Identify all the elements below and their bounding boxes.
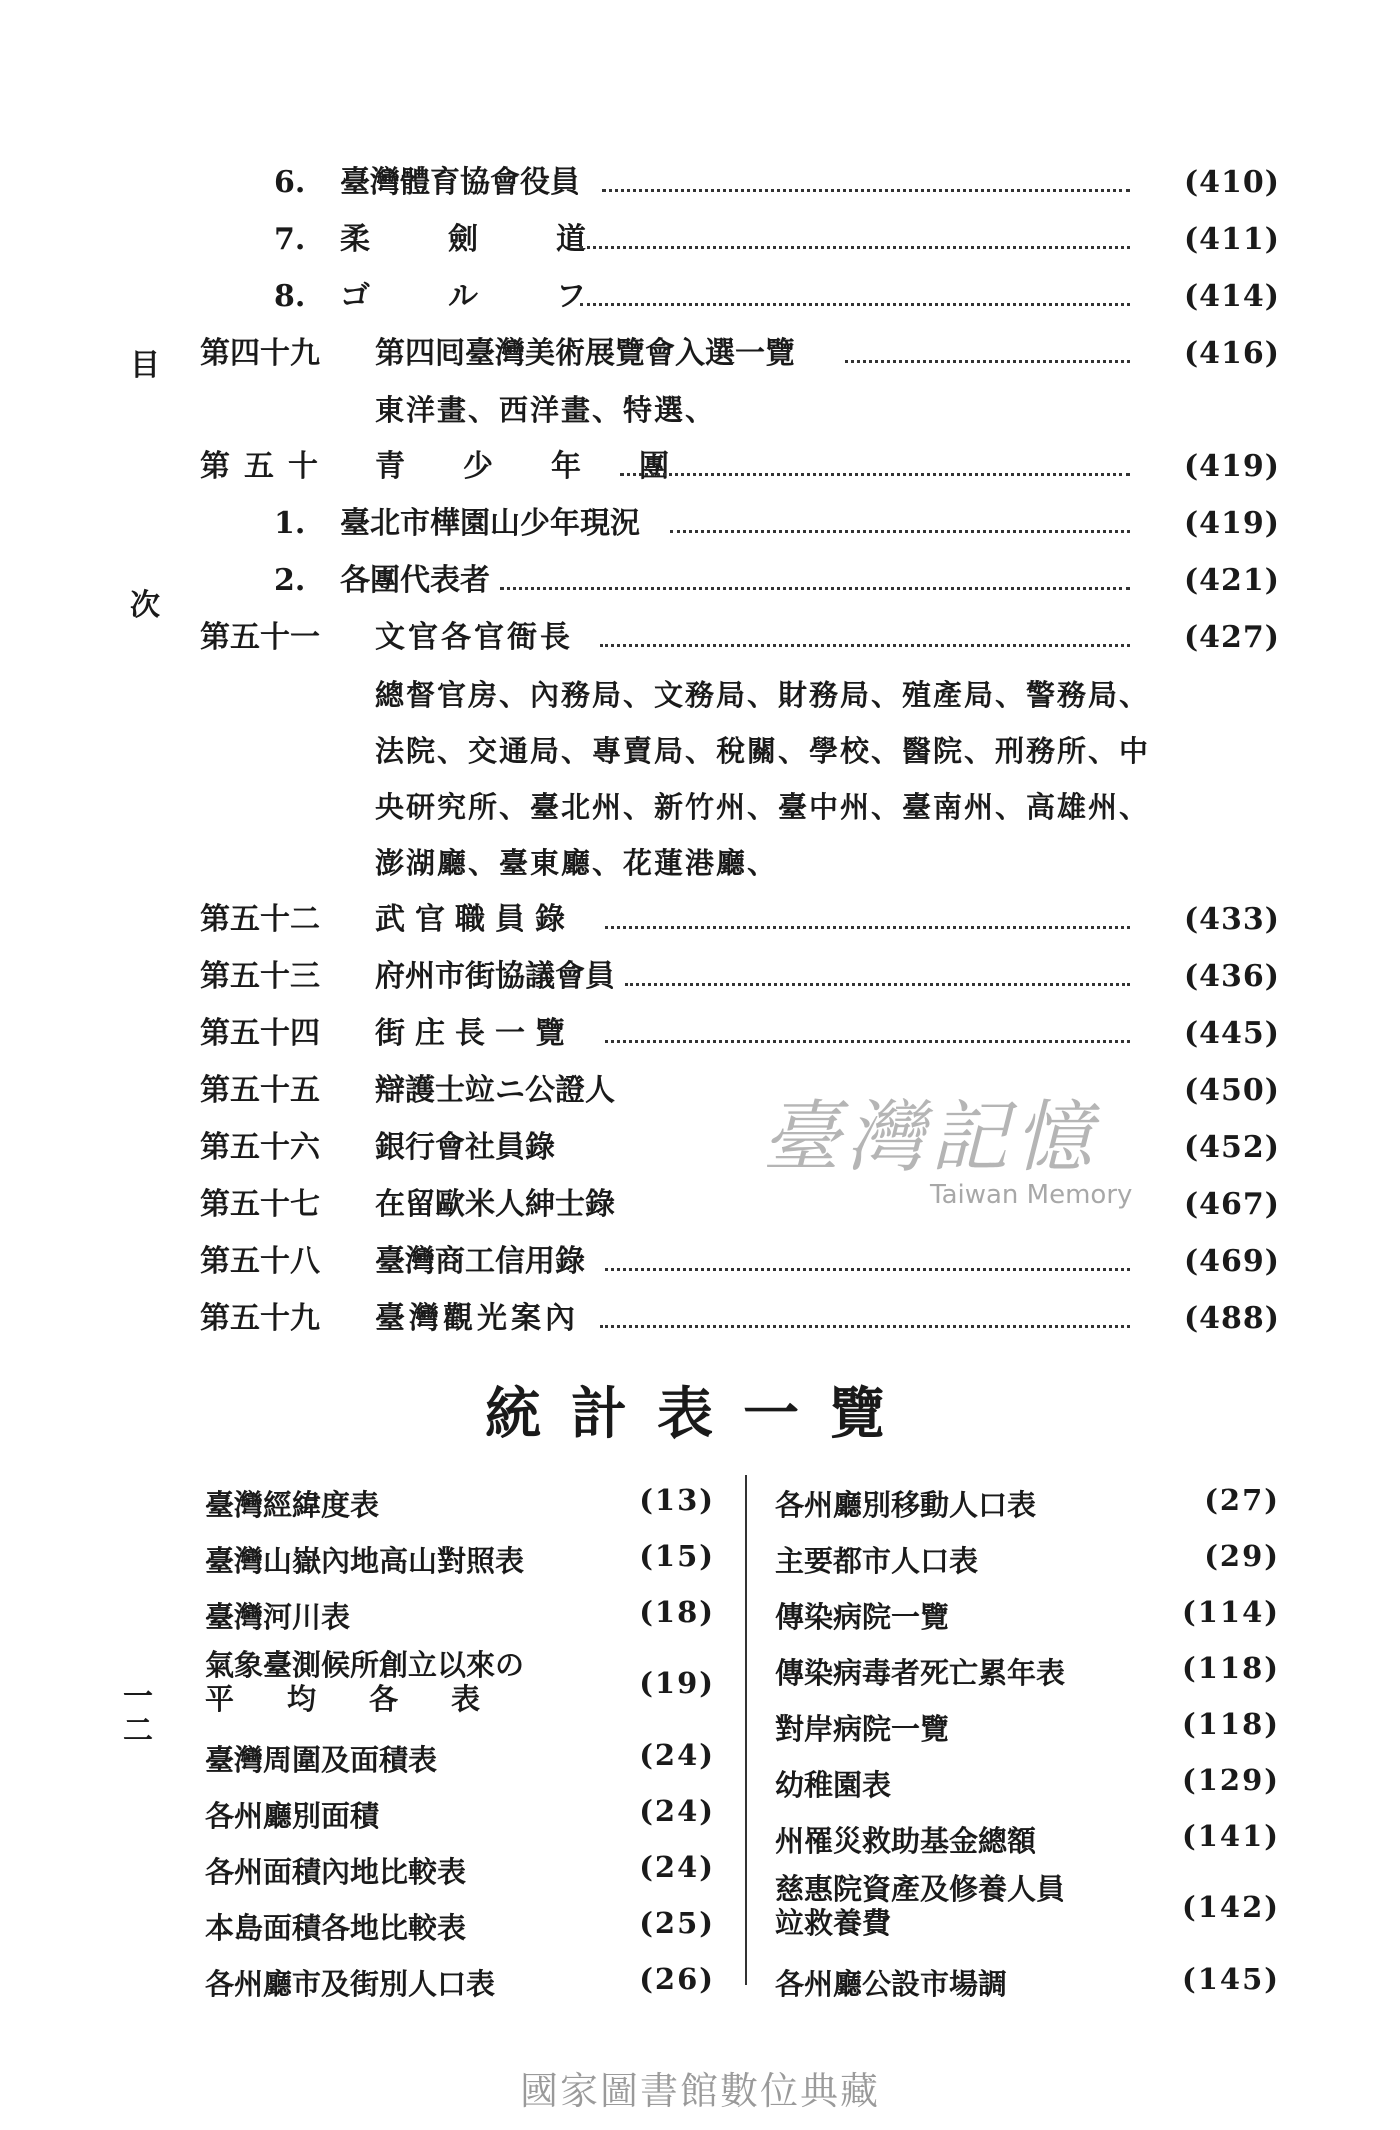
toc-page: (419) [1183, 449, 1280, 484]
stats-page: (25) [639, 1906, 715, 1940]
stats-page: (26) [639, 1962, 715, 1996]
toc-leader [500, 587, 1130, 590]
toc-title: 臺灣觀光案內 [375, 1301, 579, 1336]
toc-sub-officials-2: 法院、交通局、專賣局、稅關、學校、醫院、刑務所、中 [375, 734, 1151, 768]
stats-row [205, 1475, 715, 1531]
toc-page: (410) [1183, 165, 1280, 200]
toc-page: (427) [1183, 620, 1280, 655]
stats-name: 對岸病院一覽 [775, 1712, 950, 1746]
stats-row [775, 1643, 1280, 1699]
toc-row [200, 952, 1280, 1002]
stats-name [775, 1872, 1065, 1940]
stats-name-line-1: 氣象臺測候所創立以來の [205, 1648, 525, 1682]
stats-name: 各州廳別移動人口表 [775, 1488, 1037, 1522]
stats-row [205, 1842, 715, 1898]
toc-page: (469) [1183, 1244, 1280, 1279]
stats-row [775, 1872, 1280, 1944]
toc-title: 臺灣體育協會役員 [340, 165, 580, 200]
toc-title: 銀行會社員錄 [375, 1130, 555, 1165]
toc-sub-officials-3: 央研究所、臺北州、新竹州、臺中州、臺南州、高雄州、 [375, 790, 1151, 824]
toc-row [200, 272, 1280, 322]
stats-page: (27) [1204, 1483, 1280, 1517]
toc-sub-officials-1: 總督官房、內務局、文務局、財務局、殖產局、警務局、 [375, 678, 1151, 712]
toc-sub-officials-4: 澎湖廳、臺東廳、花蓮港廳、 [375, 846, 779, 880]
stats-heading: 統計表一覽 [485, 1381, 915, 1447]
toc-page: (433) [1183, 902, 1280, 937]
stats-row [775, 1954, 1280, 2010]
stats-name: 各州廳別面積 [205, 1799, 380, 1833]
toc-page: (445) [1183, 1016, 1280, 1051]
toc-number: 第五十四 [200, 1016, 320, 1051]
toc-leader [605, 1268, 1130, 1271]
column-divider [745, 1475, 747, 1985]
stats-page: (24) [639, 1850, 715, 1884]
toc-title: 柔 劍 道 [340, 222, 610, 257]
stats-name-line-1: 慈惠院資產及修養人員 [775, 1872, 1066, 1906]
toc-row [200, 895, 1280, 945]
toc-leader [580, 246, 1130, 249]
stats-page: (141) [1182, 1819, 1280, 1853]
toc-title: 青 少 年 團 [375, 449, 683, 484]
toc-page: (414) [1183, 279, 1280, 314]
stats-row [775, 1531, 1280, 1587]
toc-leader [620, 473, 1130, 476]
toc-number: 1. [274, 506, 306, 541]
stats-page: (18) [639, 1595, 715, 1629]
stats-page: (13) [639, 1483, 715, 1517]
stats-row [775, 1755, 1280, 1811]
toc-row [200, 442, 1280, 492]
toc-number: 2. [274, 563, 306, 598]
toc-page: (421) [1183, 563, 1280, 598]
toc-page: (419) [1183, 506, 1280, 541]
stats-page: (15) [639, 1539, 715, 1573]
toc-title: 辯護士竝ニ公證人 [375, 1073, 615, 1108]
watermark-subtitle: Taiwan Memory [930, 1180, 1133, 1210]
toc-leader [845, 360, 1130, 363]
toc-page: (467) [1183, 1187, 1280, 1222]
toc-sub-art: 東洋畫、西洋畫、特選、 [375, 393, 717, 427]
stats-page: (24) [639, 1794, 715, 1828]
stats-name: 傳染病院一覽 [775, 1600, 950, 1634]
stats-page: (118) [1182, 1651, 1280, 1685]
toc-title: 臺灣商工信用錄 [375, 1244, 585, 1279]
toc-leader [625, 983, 1130, 986]
toc-number: 第五十六 [200, 1130, 320, 1165]
stats-name: 傳染病毒者死亡累年表 [775, 1656, 1066, 1690]
toc-title: 街庄長一覽 [375, 1016, 575, 1051]
toc-title: 各團代表者 [340, 563, 490, 598]
stats-row [205, 1954, 715, 2010]
toc-row [200, 1009, 1280, 1059]
stats-page: (29) [1204, 1539, 1280, 1573]
stats-row [775, 1699, 1280, 1755]
toc-row [200, 499, 1280, 549]
toc-page: (411) [1183, 222, 1280, 257]
toc-row [200, 1237, 1280, 1287]
stats-page: (114) [1182, 1595, 1280, 1629]
stats-row [775, 1811, 1280, 1867]
stats-row [205, 1898, 715, 1954]
stats-name: 州罹災救助基金總額 [775, 1824, 1037, 1858]
toc-number: 6. [274, 165, 306, 200]
toc-leader [605, 1040, 1130, 1043]
toc-leader [600, 1325, 1130, 1328]
stats-row [775, 1587, 1280, 1643]
toc-leader [602, 189, 1130, 192]
toc-row [200, 556, 1280, 606]
stats-row [205, 1786, 715, 1842]
toc-title: 臺北市樺園山少年現況 [340, 506, 640, 541]
watermark-logo: 臺灣記憶 [761, 1093, 1098, 1183]
stats-name: 幼稚園表 [775, 1768, 892, 1802]
margin-ci: 次 [130, 588, 160, 623]
toc-page: (436) [1183, 959, 1280, 994]
toc-leader [600, 644, 1130, 647]
stats-page: (142) [1182, 1890, 1280, 1924]
stats-row [205, 1648, 715, 1720]
toc-title: ゴ ル フ [340, 279, 610, 314]
stats-name: 臺灣周圍及面積表 [205, 1743, 438, 1777]
stats-row [205, 1531, 715, 1587]
stats-page: (24) [639, 1738, 715, 1772]
stats-name: 臺灣山嶽內地高山對照表 [205, 1544, 525, 1578]
stats-row [205, 1587, 715, 1643]
stats-name: 本島面積各地比較表 [205, 1911, 467, 1945]
toc-leader [605, 926, 1130, 929]
toc-number: 第五十九 [200, 1301, 320, 1336]
stats-name [205, 1648, 524, 1716]
toc-number: 第五十二 [200, 902, 320, 937]
toc-number: 第四十九 [200, 336, 320, 371]
footer-archive-credit: 國家圖書館數位典藏 [519, 2069, 880, 2113]
stats-page: (118) [1182, 1707, 1280, 1741]
toc-title: 府州市街協議會員 [375, 959, 615, 994]
toc-page: (416) [1183, 336, 1280, 371]
toc-number: 7. [274, 222, 306, 257]
toc-row [200, 158, 1280, 208]
toc-title: 武官職員錄 [375, 902, 575, 937]
stats-name: 各州面積內地比較表 [205, 1855, 467, 1889]
margin-mu: 目 [130, 348, 160, 383]
toc-number: 第五十三 [200, 959, 320, 994]
stats-row [205, 1730, 715, 1786]
stats-name: 主要都市人口表 [775, 1544, 979, 1578]
toc-number: 8. [274, 279, 306, 314]
stats-page: (145) [1182, 1962, 1280, 1996]
toc-page: (450) [1183, 1073, 1280, 1108]
toc-number: 第五十五 [200, 1073, 320, 1108]
toc-number: 第五十七 [200, 1187, 320, 1222]
toc-leader [580, 303, 1130, 306]
toc-title: 文官各官衙長 [375, 620, 573, 655]
toc-leader [670, 530, 1130, 533]
stats-name-line-2: 平 均 各 表 [205, 1682, 493, 1716]
stats-page: (129) [1182, 1763, 1280, 1797]
toc-row [200, 215, 1280, 265]
stats-name: 臺灣河川表 [205, 1600, 351, 1634]
toc-page: (452) [1183, 1130, 1280, 1165]
stats-name: 各州廳公設市場調 [775, 1967, 1008, 2001]
toc-title: 在留歐米人紳士錄 [375, 1187, 615, 1222]
toc-number: 第五十一 [200, 620, 320, 655]
toc-row [200, 613, 1280, 663]
toc-number: 第五十八 [200, 1244, 320, 1279]
stats-name-line-2: 竝救養費 [775, 1906, 892, 1940]
toc-title: 第四囘臺灣美術展覽會入選一覽 [375, 336, 795, 371]
toc-row [200, 1294, 1280, 1344]
stats-name: 臺灣經緯度表 [205, 1488, 380, 1522]
stats-name: 各州廳市及街別人口表 [205, 1967, 496, 2001]
toc-page: (488) [1183, 1301, 1280, 1336]
stats-row [775, 1475, 1280, 1531]
toc-number: 第五十 [200, 449, 332, 484]
toc-row [200, 329, 1280, 379]
stats-page: (19) [639, 1666, 715, 1700]
margin-page-number: 一二 [117, 1680, 152, 1748]
